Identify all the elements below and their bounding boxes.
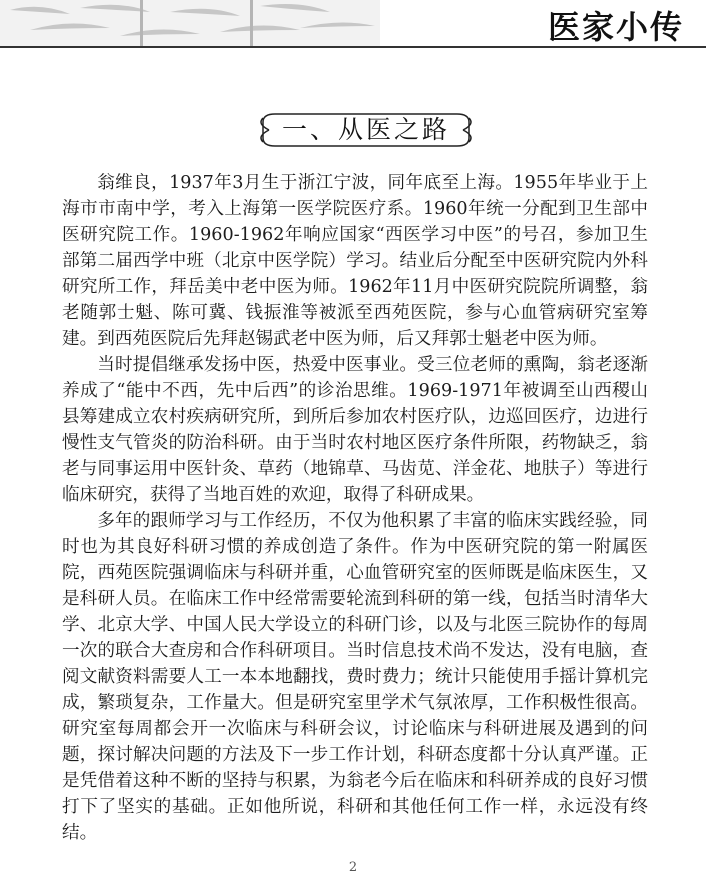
paragraph: 翁维良，1937年3月生于浙江宁波，同年底至上海。1955年毕业于上海市市南中学，考入上海第一医学院医疗系。1960年统一分配到卫生部中医研究院工作。1960-1962年响应国家“西医学习中医”的号召，参加卫生部第二届西学中班（北京中医学院）学习。结业后分配至中医研究院内外科研究所工作，拜岳美中老中医为师。1962年11月中医研究院院所调整，翁老随郭士魁、陈可冀、钱振淮等被派至西苑医院，参与心血管病研究室筹建。到西苑医院后先拜赵锡武老中医为师，后又拜郭士魁老中医为师。 [62,173,648,349]
section-heading [255,110,477,150]
page-header [0,0,706,52]
running-title: 医家小传 [547,8,684,46]
article-body [62,170,648,846]
page-number: 2 [348,860,358,875]
bamboo-decoration-icon [0,0,380,48]
paragraph: 当时提倡继承发扬中医，热爱中医事业。受三位老师的熏陶，翁老逐渐养成了“能中不西，先中后西”的诊治思维。1969-1971年被调至山西稷山县筹建成立农村疾病研究所，到所后参加农村医疗队，边巡回医疗，边进行慢性支气管炎的防治科研。由于当时农村地区医疗条件所限，药物缺乏，翁老与同事运用中医针灸、草药（地锦草、马齿苋、洋金花、地肤子）等进行临床研究，获得了当地百姓的欢迎，取得了科研成果。 [62,355,648,505]
paragraph: 多年的跟师学习与工作经历，不仅为他积累了丰富的临床实践经验，同时也为其良好科研习惯的养成创造了条件。作为中医研究院的第一附属医院，西苑医院强调临床与科研并重，心血管研究室的医师既是临床医生，又是科研人员。在临床工作中经常需要轮流到科研的第一线，包括当时清华大学、北京大学、中国人民大学设立的科研门诊，以及与北医三院协作的每周一次的联合大查房和合作科研项目。当时信息技术尚不发达，没有电脑，查阅文献资料需要人工一本本地翻找，费时费力；统计只能使用手摇计算机完成，繁琐复杂，工作量大。但是研究室里学术气氛浓厚，工作积极性很高。研究室每周都会开一次临床与科研会议，讨论临床与科研进展及遇到的问题，探讨解决问题的方法及下一步工作计划，科研态度都十分认真严谨。正是凭借着这种不断的坚持与积累，为翁老今后在临床和科研养成的良好习惯打下了坚实的基础。正如他所说，科研和其他任何工作一样，永远没有终结。 [62,511,648,843]
section-title: 一、从医之路 [281,115,450,144]
header-rule [0,46,706,48]
